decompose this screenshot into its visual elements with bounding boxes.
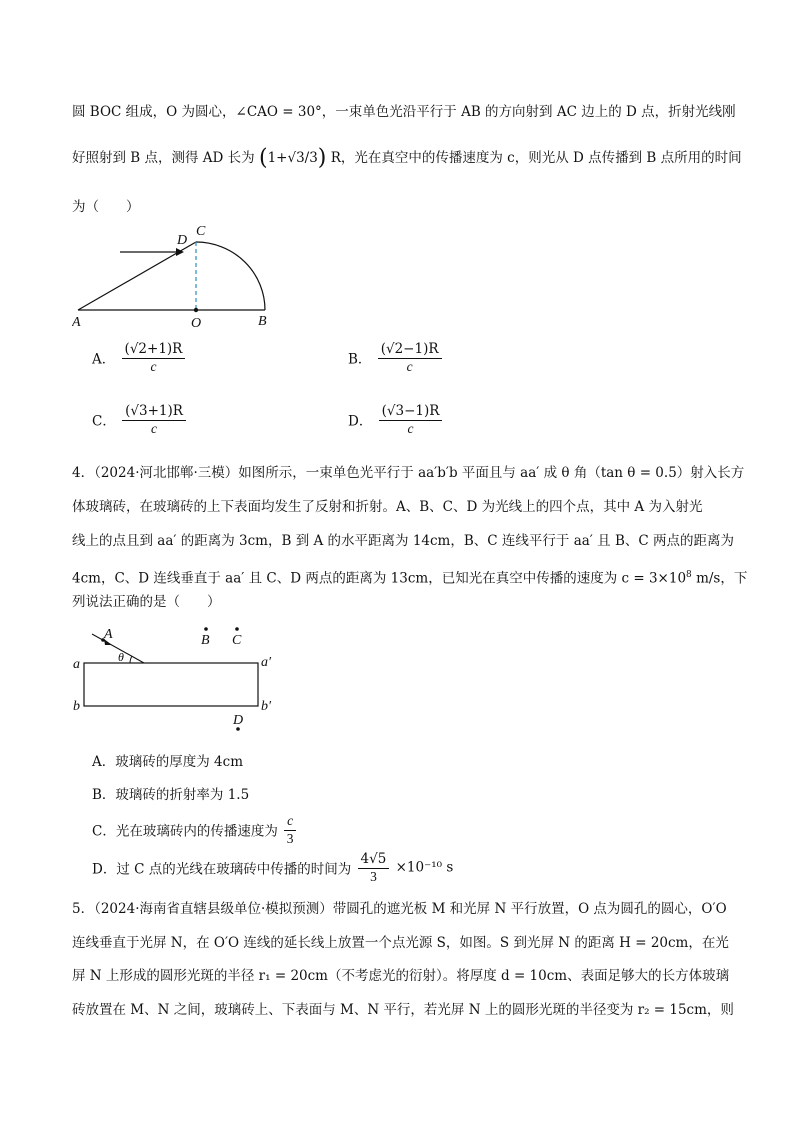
q3-option-D[interactable] <box>348 402 444 437</box>
q4-text-line2: 体玻璃砖，在玻璃砖的上下表面均发生了反射和折射。A、B、C、D 为光线上的四个点，其中 A 为入射光 <box>72 499 703 515</box>
q4-point-C <box>235 627 239 631</box>
q3-option-A-fraction <box>122 340 186 375</box>
q3-quarter-arc-CB <box>196 242 265 310</box>
q3-ad-value: 1+√3/3 <box>267 150 318 166</box>
q4-label-D: D <box>233 713 244 728</box>
q3-option-C-letter: C． <box>92 413 116 430</box>
q4-label-theta: θ <box>118 650 124 664</box>
q3-label-O: O <box>191 316 202 331</box>
q4-angle-arc <box>130 656 132 663</box>
q4-option-D-text: D．过 C 点的光线在玻璃砖中传播的时间为 <box>92 861 352 878</box>
q3-option-D-fraction <box>379 402 443 437</box>
q3-option-A-num: (√2+1)R <box>122 340 186 359</box>
q3-point-O <box>194 308 198 312</box>
q3-option-B-den: c <box>406 359 413 374</box>
q4-label-B: B <box>201 633 210 648</box>
q4-text-line4 <box>72 565 747 589</box>
q3-text-line2-a: 好照射到 B 点，测得 AD 长为 <box>72 150 255 166</box>
q4-option-C-den: 3 <box>286 831 294 846</box>
q3-option-A-den: c <box>150 359 157 374</box>
q3-option-D-num: (√3−1)R <box>379 402 443 421</box>
q4-option-B[interactable]: B．玻璃砖的折射率为 1.5 <box>92 787 250 803</box>
q4-label-b: b <box>73 699 80 714</box>
q3-option-D-den: c <box>407 421 414 436</box>
q3-option-B[interactable] <box>348 340 444 375</box>
q3-text-line3: 为（ ） <box>72 199 140 215</box>
q3-option-C-num: (√3+1)R <box>122 402 186 421</box>
q4-exponent: 8 <box>686 570 692 580</box>
q4-label-C: C <box>232 633 242 648</box>
q4-option-D[interactable] <box>92 850 453 885</box>
q3-ad-length: ( <box>258 145 268 171</box>
q5-text-line1: 5．（2024·海南省直辖县级单位·模拟预测）带圆孔的遮光板 M 和光屏 N 平行放置，O 点为圆孔的圆心，O′O <box>72 901 727 917</box>
q3-text-line1: 圆 BOC 组成，O 为圆心，∠CAO = 30°，一束单色光沿平行于 AB 的方向射到 AC 边上的 D 点，折射光线刚 <box>72 104 736 120</box>
q3-option-A-letter: A． <box>92 351 116 368</box>
q3-label-B: B <box>258 314 267 329</box>
q3-label-D: D <box>177 233 188 248</box>
q4-glass-brick <box>84 663 258 706</box>
q4-text-line4-b: m/s，下 <box>691 570 748 587</box>
q3-figure <box>72 218 282 333</box>
q5-text-line4: 砖放置在 M、N 之间，玻璃砖上、下表面与 M、N 平行，若光屏 N 上的圆形光斑的半径变为 r₂ = 15cm，则 <box>72 1002 734 1018</box>
q4-option-D-fraction <box>358 850 390 885</box>
q4-text-line3: 线上的点且到 aa′ 的距离为 3cm，B 到 A 的水平距离为 14cm，B、C 连线平行于 aa′ 且 B、C 两点的距离为 <box>72 533 734 549</box>
q3-option-B-num: (√2−1)R <box>378 340 442 359</box>
q3-option-B-fraction <box>378 340 442 375</box>
q4-option-C[interactable] <box>92 812 298 847</box>
q4-text-line4-a: 4cm，C、D 连线垂直于 aa′ 且 C、D 两点的距离为 13cm，已知光在真空中传播的速度为 c = 3×10 <box>72 570 687 587</box>
q4-point-B <box>204 627 208 631</box>
q3-option-B-letter: B． <box>348 351 372 368</box>
q3-option-D-letter: D． <box>348 413 373 430</box>
q3-option-C-fraction <box>122 402 186 437</box>
q3-option-A[interactable] <box>92 340 187 375</box>
q4-text-line1: 4．（2024·河北邯郸·三模）如图所示，一束单色光平行于 aa′b′b 平面且与 aa′ 成 θ 角（tan θ = 0.5）射入长方 <box>72 465 745 481</box>
q4-option-D-tail: ×10⁻¹⁰ s <box>395 859 454 876</box>
q4-option-A[interactable]: A．玻璃砖的厚度为 4cm <box>92 754 243 770</box>
q4-option-C-num: c <box>284 812 296 831</box>
q4-label-a-prime: a′ <box>261 655 272 670</box>
q5-text-line3: 屏 N 上形成的圆形光斑的半径 r₁ = 20cm（不考虑光的衍射）。将厚度 d = 10cm、表面足够大的长方体玻璃 <box>72 968 730 984</box>
q3-label-A: A <box>72 315 81 330</box>
q3-ad-close: ) <box>317 145 327 171</box>
q3-text-line2-b: R，光在真空中的传播速度为 c，则光从 D 点传播到 B 点所用的时间 <box>330 150 742 166</box>
q4-label-A: A <box>104 627 113 642</box>
q4-label-a: a <box>73 657 80 672</box>
q4-text-line5: 列说法正确的是（ ） <box>72 594 221 610</box>
q5-text-line2: 连线垂直于光屏 N，在 O′O 连线的延长线上放置一个点光源 S，如图。S 到光屏 N 的距离 H = 20cm，在光 <box>72 935 729 951</box>
q3-option-C[interactable] <box>92 402 188 437</box>
q4-option-C-fraction <box>284 812 296 847</box>
q4-figure <box>70 620 280 735</box>
q3-option-C-den: c <box>151 421 158 436</box>
q4-option-D-den: 3 <box>370 869 377 884</box>
q3-label-C: C <box>196 224 206 239</box>
q4-option-D-num: 4√5 <box>358 850 390 869</box>
q4-option-C-text: C．光在玻璃砖内的传播速度为 <box>92 823 278 840</box>
q3-text-line2 <box>72 145 742 171</box>
q4-label-b-prime: b′ <box>261 699 272 714</box>
